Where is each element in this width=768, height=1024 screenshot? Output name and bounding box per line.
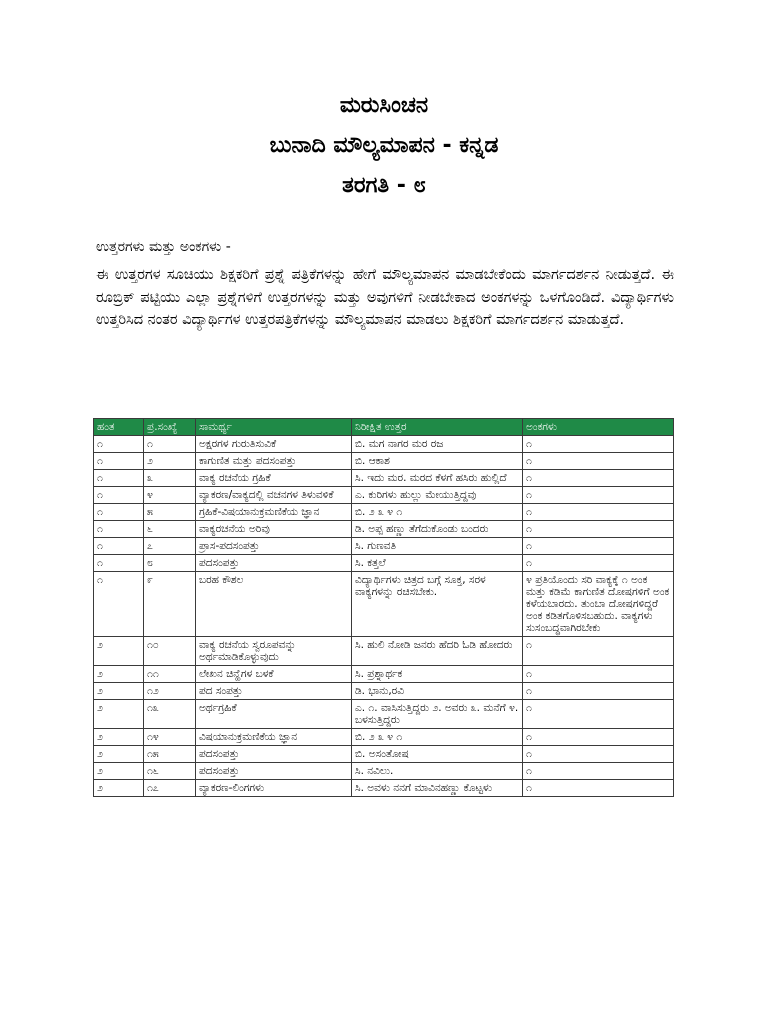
stage-cell: ೨ xyxy=(94,763,144,780)
marks-cell: ೧ xyxy=(523,470,674,487)
stage-cell: ೨ xyxy=(94,683,144,700)
class-label: ತರಗತಿ - ೮ xyxy=(342,173,426,198)
intro-paragraph: ಈ ಉತ್ತರಗಳ ಸೂಚಿಯು ಶಿಕ್ಷಕರಿಗೆ ಪ್ರಶ್ನೆ ಪತ್ರಿಕೆಗಳನ್ನು ಹೇಗೆ ಮೌಲ್ಯಮಾಪನ ಮಾಡಬೇಕೆಂದು ಮಾರ್ಗದರ್ಶನ ನೀಡುತ್ತದೆ. ಈ ರೂಬ್ರಿಕ್ ಪಟ್ಟಿಯು ಎಲ್ಲಾ ಪ್ರಶ್ನೆಗಳಿಗೆ ಉತ್ತರಗಳನ್ನು ಮತ್ತು ಅವುಗಳಿಗೆ ನೀಡಬೇಕಾದ ಅಂಕಗಳನ್ನು ಒಳಗೊಂಡಿದೆ. ವಿದ್ಯಾರ್ಥಿಗಳು ಉತ್ತರಿಸಿದ ನಂತರ ವಿದ್ಯಾರ್ಥಿಗಳ ಉತ್ತರಪತ್ರಿಕೆಗಳನ್ನು ಮೌಲ್ಯಮಾಪನ ಮಾಡಲು ಶಿಕ್ಷಕರಿಗೆ ಮಾರ್ಗದರ್ಶನ ಮಾಡುತ್ತದೆ. xyxy=(96,267,674,328)
stage-cell: ೨ xyxy=(94,746,144,763)
marks-cell: ೧ xyxy=(523,504,674,521)
question-number-cell: ೪ xyxy=(144,487,196,504)
competency-cell: ವಾಕ್ಯ ರಚನೆಯ ಗ್ರಹಿಕೆ xyxy=(196,470,352,487)
expected-answer-cell: ಸಿ. ಹುಲಿ ನೋಡಿ ಜನರು ಹೆದರಿ ಓಡಿ ಹೋದರು xyxy=(352,637,523,666)
expected-answer-cell: ಬಿ. ೨ ೩ ೪ ೧ xyxy=(352,504,523,521)
marks-cell: ೧ xyxy=(523,436,674,453)
question-number-cell: ೨ xyxy=(144,453,196,470)
competency-cell: ಪದಸಂಪತ್ತು xyxy=(196,763,352,780)
table-row xyxy=(94,700,674,729)
competency-cell: ಲೇಖನ ಚಿನ್ಹೆಗಳ ಬಳಕೆ xyxy=(196,666,352,683)
marks-cell: ೧ xyxy=(523,453,674,470)
stage-cell: ೧ xyxy=(94,504,144,521)
table-row xyxy=(94,780,674,797)
expected-answer-cell: ವಿದ್ಯಾರ್ಥಿಗಳು ಚಿತ್ರದ ಬಗ್ಗೆ ಸೂಕ್ತ, ಸರಳ ವಾಕ್ಯಗಳನ್ನು ರಚಿಸಬೇಕು. xyxy=(352,572,523,637)
marks-cell: ೧ xyxy=(523,555,674,572)
marks-cell: ೧ xyxy=(523,780,674,797)
stage-cell: ೧ xyxy=(94,453,144,470)
expected-answer-cell: ಡಿ. ಅಪ್ಪ ಹಣ್ಣು ತೆಗೆದುಕೊಂಡು ಬಂದರು xyxy=(352,521,523,538)
table-row xyxy=(94,666,674,683)
competency-cell: ಅಕ್ಷರಗಳ ಗುರುತಿಸುವಿಕೆ xyxy=(196,436,352,453)
marks-cell: ೪ ಪ್ರತಿಯೊಂದು ಸರಿ ವಾಕ್ಯಕ್ಕೆ ೧ ಅಂಕ ಮತ್ತು ಕಡಿಮೆ ಕಾಗುಣಿತ ದೋಷಗಳಿಗೆ ಅಂಕ ಕಳೆಯಬಾರದು. ತುಂಬಾ ದೋಷಗಳಿದ್ದರೆ ಅಂಕ ಕಡಿತಗೊಳಿಸಬಹುದು. ವಾಕ್ಯಗಳು ಸುಸಂಬದ್ಧವಾಗಿರಬೇಕು xyxy=(523,572,674,637)
answers-heading: ಉತ್ತರಗಳು ಮತ್ತು ಅಂಕಗಳು - xyxy=(96,239,231,255)
column-header-expected-answer: ನಿರೀಕ್ಷಿತ ಉತ್ತರ xyxy=(352,419,523,436)
stage-cell: ೧ xyxy=(94,555,144,572)
stage-cell: ೨ xyxy=(94,700,144,729)
stage-cell: ೨ xyxy=(94,637,144,666)
stage-cell: ೧ xyxy=(94,436,144,453)
expected-answer-cell: ಬಿ. ಅಸಂತೋಷ xyxy=(352,746,523,763)
question-number-cell: ೧೫ xyxy=(144,746,196,763)
competency-cell: ವಾಕ್ಯ ರಚನೆಯ ಸ್ವರೂಪವನ್ನು ಅರ್ಥಮಾಡಿಕೊಳ್ಳುವುದು xyxy=(196,637,352,666)
question-number-cell: ೧೬ xyxy=(144,763,196,780)
marks-cell: ೧ xyxy=(523,683,674,700)
stage-cell: ೧ xyxy=(94,470,144,487)
competency-cell: ವ್ಯಾಕರಣ-ಲಿಂಗಗಳು xyxy=(196,780,352,797)
column-header-question-number: ಪ್ರ.ಸಂಖ್ಯೆ xyxy=(144,419,196,436)
document-subtitle: ಬುನಾದಿ ಮೌಲ್ಯಮಾಪನ - ಕನ್ನಡ xyxy=(269,133,499,158)
table-row xyxy=(94,572,674,637)
competency-cell: ವಿಷಯಾನುಕ್ರಮಣಿಕೆಯ ಜ್ಞಾನ xyxy=(196,729,352,746)
stage-cell: ೧ xyxy=(94,538,144,555)
competency-cell: ಪದಸಂಪತ್ತು xyxy=(196,746,352,763)
question-number-cell: ೭ xyxy=(144,538,196,555)
expected-answer-cell: ಸಿ. ಪ್ರಶ್ನಾರ್ಥಕ xyxy=(352,666,523,683)
marks-cell: ೧ xyxy=(523,763,674,780)
table-header-row xyxy=(94,419,674,436)
expected-answer-cell: ಬಿ. ಮಗ ನಾಗರ ಮರ ರಜ xyxy=(352,436,523,453)
table-row xyxy=(94,683,674,700)
competency-cell: ವಾಕ್ಯರಚನೆಯ ಅರಿವು xyxy=(196,521,352,538)
competency-cell: ಪದ ಸಂಪತ್ತು xyxy=(196,683,352,700)
table-row xyxy=(94,746,674,763)
competency-cell: ಪ್ರಾಸ-ಪದಸಂಪತ್ತು xyxy=(196,538,352,555)
column-header-marks: ಅಂಕಗಳು xyxy=(523,419,674,436)
question-number-cell: ೧೨ xyxy=(144,683,196,700)
marks-cell: ೧ xyxy=(523,521,674,538)
stage-cell: ೧ xyxy=(94,521,144,538)
marks-cell: ೧ xyxy=(523,538,674,555)
question-number-cell: ೧೩ xyxy=(144,700,196,729)
column-header-competency: ಸಾಮರ್ಥ್ಯ xyxy=(196,419,352,436)
expected-answer-cell: ಸಿ. ಕತ್ತಲೆ xyxy=(352,555,523,572)
competency-cell: ಪದಸಂಪತ್ತು xyxy=(196,555,352,572)
competency-cell: ಬರಹ ಕೌಶಲ xyxy=(196,572,352,637)
marks-cell: ೧ xyxy=(523,666,674,683)
stage-cell: ೧ xyxy=(94,572,144,637)
table-row xyxy=(94,453,674,470)
column-header-stage: ಹಂತ xyxy=(94,419,144,436)
stage-cell: ೨ xyxy=(94,729,144,746)
table-row xyxy=(94,637,674,666)
table-row xyxy=(94,729,674,746)
expected-answer-cell: ಡಿ. ಭಾನು,ರವಿ xyxy=(352,683,523,700)
question-number-cell: ೧೦ xyxy=(144,637,196,666)
table-row xyxy=(94,470,674,487)
competency-cell: ಅರ್ಥಗ್ರಹಿಕೆ xyxy=(196,700,352,729)
expected-answer-cell: ಸಿ. ನವಿಲು. xyxy=(352,763,523,780)
competency-cell: ವ್ಯಾಕರಣ/ವಾಕ್ಯದಲ್ಲಿ ವಚನಗಳ ತಿಳುವಳಿಕೆ xyxy=(196,487,352,504)
stage-cell: ೧ xyxy=(94,487,144,504)
expected-answer-cell: ಸಿ. ಇದು ಮರ. ಮರದ ಕೆಳಗೆ ಹಸಿರು ಹುಲ್ಲಿದೆ xyxy=(352,470,523,487)
table-row xyxy=(94,555,674,572)
expected-answer-cell: ಬಿ. ಆಕಾಶ xyxy=(352,453,523,470)
table-row xyxy=(94,504,674,521)
competency-cell: ಕಾಗುಣಿತ ಮತ್ತು ಪದಸಂಪತ್ತು xyxy=(196,453,352,470)
table-row xyxy=(94,538,674,555)
question-number-cell: ೬ xyxy=(144,521,196,538)
table-row xyxy=(94,521,674,538)
expected-answer-cell: ಎ. ೧. ವಾಸಿಸುತ್ತಿದ್ದರು ೨. ಅವರು ೩. ಮನೆಗೆ ೪. ಬಳಸುತ್ತಿದ್ದರು xyxy=(352,700,523,729)
question-number-cell: ೧೭ xyxy=(144,780,196,797)
marks-cell: ೧ xyxy=(523,637,674,666)
competency-cell: ಗ್ರಹಿಕೆ-ವಿಷಯಾನುಕ್ರಮಣಿಕೆಯ ಜ್ಞಾನ xyxy=(196,504,352,521)
expected-answer-cell: ಬಿ. ೨ ೩ ೪ ೧ xyxy=(352,729,523,746)
question-number-cell: ೧ xyxy=(144,436,196,453)
expected-answer-cell: ಎ. ಕುರಿಗಳು ಹುಲ್ಲು ಮೇಯುತ್ತಿದ್ದವು xyxy=(352,487,523,504)
answer-table xyxy=(93,418,674,797)
stage-cell: ೨ xyxy=(94,780,144,797)
table-row xyxy=(94,487,674,504)
question-number-cell: ೫ xyxy=(144,504,196,521)
expected-answer-cell: ಸಿ. ಅವಳು ನನಗೆ ಮಾವಿನಹಣ್ಣು ಕೊಟ್ಟಳು xyxy=(352,780,523,797)
expected-answer-cell: ಸಿ. ಗುಣವತಿ xyxy=(352,538,523,555)
question-number-cell: ೯ xyxy=(144,572,196,637)
question-number-cell: ೧೧ xyxy=(144,666,196,683)
marks-cell: ೧ xyxy=(523,729,674,746)
question-number-cell: ೮ xyxy=(144,555,196,572)
table-row xyxy=(94,763,674,780)
marks-cell: ೧ xyxy=(523,487,674,504)
table-row xyxy=(94,436,674,453)
document-title: ಮರುಸಿಂಚನ xyxy=(339,93,429,118)
marks-cell: ೧ xyxy=(523,700,674,729)
marks-cell: ೧ xyxy=(523,746,674,763)
stage-cell: ೨ xyxy=(94,666,144,683)
table-body xyxy=(94,436,674,797)
question-number-cell: ೧೪ xyxy=(144,729,196,746)
question-number-cell: ೩ xyxy=(144,470,196,487)
